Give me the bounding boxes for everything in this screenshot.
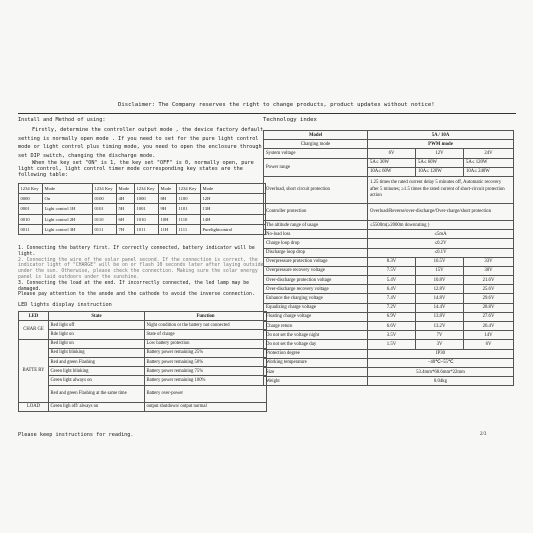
table-cell: 6.6V bbox=[368, 322, 416, 331]
table-cell: 24V bbox=[464, 149, 514, 158]
table-row bbox=[19, 339, 267, 348]
table-cell: Red and green Flashing bbox=[49, 357, 145, 366]
table-cell: 0.04kg bbox=[368, 377, 514, 386]
table-cell: 10A≤ 120W bbox=[416, 167, 464, 176]
charging-mode-value: PWM mode bbox=[368, 140, 514, 149]
table-cell: 7V bbox=[416, 331, 464, 340]
table-cell: Battery power remaining 100% bbox=[145, 376, 267, 385]
table-cell: Red and green Flashing at the same time bbox=[49, 385, 145, 402]
table-cell: 29.6V bbox=[464, 294, 514, 303]
table-row bbox=[19, 214, 266, 224]
table-cell: 1100 bbox=[177, 194, 201, 204]
table-row bbox=[264, 131, 514, 140]
table-row bbox=[264, 322, 514, 331]
technology-index-table bbox=[263, 130, 514, 386]
table-row bbox=[264, 176, 514, 203]
table-row bbox=[264, 377, 514, 386]
table-cell: 0000 bbox=[19, 194, 43, 204]
table-row bbox=[19, 367, 267, 376]
table-row bbox=[264, 257, 514, 266]
table-row bbox=[19, 330, 267, 339]
key-table-header bbox=[19, 184, 266, 194]
table-cell: 25.6V bbox=[464, 285, 514, 294]
table-row bbox=[19, 204, 266, 214]
led-table bbox=[18, 311, 267, 412]
state-header: State bbox=[49, 312, 145, 321]
table-cell: Night condition or the battery not connected bbox=[145, 321, 267, 330]
mode-header: Mode bbox=[201, 184, 266, 194]
table-cell: Battery over-power bbox=[145, 385, 267, 402]
table-row bbox=[19, 402, 267, 411]
table-cell: 1110 bbox=[177, 214, 201, 224]
table-row bbox=[264, 230, 514, 239]
table-cell: 0001 bbox=[19, 204, 43, 214]
table-cell: Size bbox=[264, 367, 368, 376]
table-cell: 3.5V bbox=[368, 331, 416, 340]
table-row bbox=[264, 331, 514, 340]
mode-header: Mode bbox=[159, 184, 177, 194]
led-header: LED bbox=[19, 312, 49, 321]
table-cell: 10A≤ 60W bbox=[368, 167, 416, 176]
system-voltage-label: System voltage bbox=[264, 149, 368, 158]
table-cell: 10H bbox=[159, 214, 177, 224]
charge-led-label: CHAR GE bbox=[19, 321, 49, 339]
table-cell: Green light blinking bbox=[49, 367, 145, 376]
mode-header: Mode bbox=[117, 184, 135, 194]
table-cell: Battery power remaining 75% bbox=[145, 367, 267, 376]
table-cell: 1.5V bbox=[368, 340, 416, 349]
note-4: Please pay attention to the anode and the cathode to avoid the inverse connection. bbox=[18, 292, 255, 298]
table-cell: 15V bbox=[416, 266, 464, 275]
table-cell: 7H bbox=[117, 224, 135, 234]
table-row bbox=[264, 276, 514, 285]
power-range-label: Power range bbox=[264, 158, 368, 176]
table-row bbox=[19, 321, 267, 330]
table-cell: 13H bbox=[201, 204, 266, 214]
table-cell: 1111 bbox=[177, 224, 201, 234]
install-para-2: When the key set "ON" is 1, the key set "OFF" is 0, normally open, pure light control, light control timer mode corresponding key states are the following table: bbox=[18, 160, 254, 179]
key-header: 1234 Key bbox=[177, 184, 201, 194]
note-3: 3. Connecting the load at the end. If incorrectly connected, the led lamp may be damaged. bbox=[18, 280, 250, 292]
model-label: Model bbox=[264, 131, 368, 140]
charging-mode-label: Charging mode bbox=[264, 140, 368, 149]
table-row bbox=[19, 348, 267, 357]
controller-protection-label: Controller protection bbox=[264, 203, 368, 220]
table-cell: 10A≤ 240W bbox=[464, 167, 514, 176]
table-cell: 0011 bbox=[19, 224, 43, 234]
table-cell: 13.8V bbox=[416, 312, 464, 321]
table-row bbox=[19, 194, 266, 204]
table-cell: 14V bbox=[464, 331, 514, 340]
table-cell: 5H bbox=[117, 204, 135, 214]
table-cell: Enhance the charging voltage bbox=[264, 294, 368, 303]
table-cell: Green ligh off/ always on bbox=[49, 402, 145, 411]
table-cell: 12H bbox=[201, 194, 266, 204]
table-cell: 27.6V bbox=[464, 312, 514, 321]
table-row bbox=[264, 312, 514, 321]
table-row bbox=[264, 149, 514, 158]
table-cell: Discharge loop drop bbox=[264, 248, 368, 257]
table-cell: 10.8V bbox=[416, 276, 464, 285]
table-cell: 12.8V bbox=[416, 285, 464, 294]
table-row bbox=[264, 248, 514, 257]
table-row bbox=[19, 224, 266, 234]
overload-label: Overload, short circuit protection bbox=[264, 176, 368, 203]
table-cell: 9H bbox=[159, 204, 177, 214]
table-cell: 28.8V bbox=[464, 303, 514, 312]
table-cell: 6V bbox=[368, 149, 416, 158]
table-cell: ≤0.1V bbox=[368, 248, 514, 257]
footer-note: Please keep instructions for reading. bbox=[18, 432, 134, 438]
table-cell: 4H bbox=[117, 194, 135, 204]
top-divider bbox=[18, 113, 516, 114]
technology-index-title: Technology index bbox=[263, 117, 317, 123]
install-para-1: Firstly, determine the controller output mode , the device factory default setting is normally open mode . If you need to set for the pure light control mode or light control plus timing mode, you need to open the enclosure through set DIP switch, changing the discharge mode. bbox=[18, 127, 264, 159]
table-cell: Purelightcontrol bbox=[201, 224, 266, 234]
table-cell: 0101 bbox=[93, 204, 117, 214]
table-cell: Charge loop drop bbox=[264, 239, 368, 248]
led-section-title: LED lights display instruction bbox=[18, 302, 112, 308]
table-cell: 14.8V bbox=[416, 294, 464, 303]
table-cell: No-load loss bbox=[264, 230, 368, 239]
table-cell: 6H bbox=[117, 214, 135, 224]
table-cell: 1011 bbox=[135, 224, 159, 234]
table-row bbox=[19, 376, 267, 385]
table-row bbox=[264, 239, 514, 248]
note-2: 2. Connecting the wire of the solar panel second. If the connection is correct, the indicator light of "CHARGE" will be on or flash 10 seconds later after laying outside under the sun. Otherwise, please check the connection. Making sure the solar energy panel is laid outdoors under the sunshine. bbox=[18, 257, 264, 280]
table-cell: Red light off bbox=[49, 321, 145, 330]
table-cell: 33V bbox=[464, 257, 514, 266]
table-row bbox=[264, 294, 514, 303]
table-row bbox=[264, 358, 514, 367]
table-cell: 0010 bbox=[19, 214, 43, 224]
table-cell: 5.4V bbox=[368, 276, 416, 285]
table-cell: 5A≤ 30W bbox=[368, 158, 416, 167]
table-cell: IP30 bbox=[368, 349, 514, 358]
table-cell: 12V bbox=[416, 149, 464, 158]
table-cell: Red light blinking bbox=[49, 348, 145, 357]
led-table-header bbox=[19, 312, 267, 321]
table-cell: Battery power remaining 50% bbox=[145, 357, 267, 366]
table-cell: Battery power remaining 25% bbox=[145, 348, 267, 357]
key-header: 1234 Key bbox=[93, 184, 117, 194]
table-cell: Overpressure recovery voltage bbox=[264, 266, 368, 275]
table-cell: State of charge bbox=[145, 330, 267, 339]
table-cell: 13.2V bbox=[416, 322, 464, 331]
connection-notes bbox=[18, 246, 270, 298]
table-cell: Over-discharge protection voltage bbox=[264, 276, 368, 285]
table-cell: Working temperature bbox=[264, 358, 368, 367]
battery-led-label: BATTE RY bbox=[19, 339, 49, 402]
table-cell: 3V bbox=[416, 340, 464, 349]
table-cell: 16.5V bbox=[416, 257, 464, 266]
table-cell: 8.3V bbox=[368, 257, 416, 266]
table-cell: Weight bbox=[264, 377, 368, 386]
table-cell: 0111 bbox=[93, 224, 117, 234]
table-cell: Do not set the voltage day bbox=[264, 340, 368, 349]
altitude-label: The altitude range of usage bbox=[264, 220, 368, 229]
model-value: 5A / 10A bbox=[368, 131, 514, 140]
table-cell: 14H bbox=[201, 214, 266, 224]
table-cell: ≤5mA bbox=[368, 230, 514, 239]
table-row bbox=[264, 140, 514, 149]
key-header: 1234 Key bbox=[135, 184, 159, 194]
table-row bbox=[264, 266, 514, 275]
table-cell: Red light on bbox=[49, 339, 145, 348]
table-cell: 1010 bbox=[135, 214, 159, 224]
table-row bbox=[264, 303, 514, 312]
table-row bbox=[264, 158, 514, 167]
table-cell: Charge return bbox=[264, 322, 368, 331]
table-row bbox=[19, 385, 267, 402]
table-row bbox=[264, 220, 514, 229]
table-cell: Light control 1H bbox=[43, 204, 93, 214]
table-cell: Light control 3H bbox=[43, 224, 93, 234]
table-cell: Overpressure protection voltage bbox=[264, 257, 368, 266]
table-cell: 5A≤ 120W bbox=[464, 158, 514, 167]
table-cell: 0100 bbox=[93, 194, 117, 204]
table-cell: 6.4V bbox=[368, 285, 416, 294]
table-cell: 53.4mm*68.6mm*22mm bbox=[368, 367, 514, 376]
table-row bbox=[264, 340, 514, 349]
table-cell: 1001 bbox=[135, 204, 159, 214]
table-cell: ≤0.2V bbox=[368, 239, 514, 248]
key-mode-table bbox=[18, 183, 266, 235]
install-heading: Install and Method of using: bbox=[18, 117, 106, 123]
table-row bbox=[19, 357, 267, 366]
table-cell: output shutdown/ output normal bbox=[145, 402, 267, 411]
table-cell: Equalizing charge voltage bbox=[264, 303, 368, 312]
table-cell: Over-discharge recovery voltage bbox=[264, 285, 368, 294]
table-cell: 7.2V bbox=[368, 303, 416, 312]
overload-value: 1.25 times the rated current delay 5 minutes off, Automatic recovery after 5 minutes; ≥1.5 times the rated current of short-circuit protection action bbox=[368, 176, 514, 203]
table-cell: 1101 bbox=[177, 204, 201, 214]
table-cell: Light control 2H bbox=[43, 214, 93, 224]
table-row bbox=[264, 203, 514, 220]
table-cell: 30V bbox=[464, 266, 514, 275]
table-cell: Protection degree bbox=[264, 349, 368, 358]
table-cell: 8H bbox=[159, 194, 177, 204]
table-cell: 1000 bbox=[135, 194, 159, 204]
table-cell: 7.4V bbox=[368, 294, 416, 303]
table-cell: 0110 bbox=[93, 214, 117, 224]
load-led-label: LOAD bbox=[19, 402, 49, 411]
table-cell: 6V bbox=[464, 340, 514, 349]
key-header: 1234 Key bbox=[19, 184, 43, 194]
table-cell: Rde light on bbox=[49, 330, 145, 339]
table-cell: Floating charge voltage bbox=[264, 312, 368, 321]
note-1: 1. Connecting the battery first. If correctly connected, battery indicator will be light. bbox=[18, 246, 255, 257]
table-cell: −40℃~55℃ bbox=[368, 358, 514, 367]
table-cell: 11H bbox=[159, 224, 177, 234]
table-cell: Low battery protection bbox=[145, 339, 267, 348]
function-header: Function bbox=[145, 312, 267, 321]
table-cell: 26.4V bbox=[464, 322, 514, 331]
table-cell: 5A≤ 60W bbox=[416, 158, 464, 167]
table-row bbox=[264, 285, 514, 294]
page-number: 2/3 bbox=[480, 432, 487, 437]
mode-header: Mode bbox=[43, 184, 93, 194]
table-cell: 21.6V bbox=[464, 276, 514, 285]
table-cell: Do not set the voltage night bbox=[264, 331, 368, 340]
table-row bbox=[264, 367, 514, 376]
disclaimer: Disclaimer: The Company reserves the right to change products, product updates without notice! bbox=[118, 102, 435, 108]
table-cell: 7.5V bbox=[368, 266, 416, 275]
table-row bbox=[264, 349, 514, 358]
table-cell: Green light always on bbox=[49, 376, 145, 385]
table-cell: 14.4V bbox=[416, 303, 464, 312]
table-cell: 6.9V bbox=[368, 312, 416, 321]
install-paragraphs bbox=[18, 126, 268, 179]
altitude-value: ≤5500m(≥2000m downrating ) bbox=[368, 220, 514, 229]
controller-protection-value: Overload/Reverse/over-discharge/Over-charge/short protection bbox=[368, 203, 514, 220]
table-cell: On bbox=[43, 194, 93, 204]
